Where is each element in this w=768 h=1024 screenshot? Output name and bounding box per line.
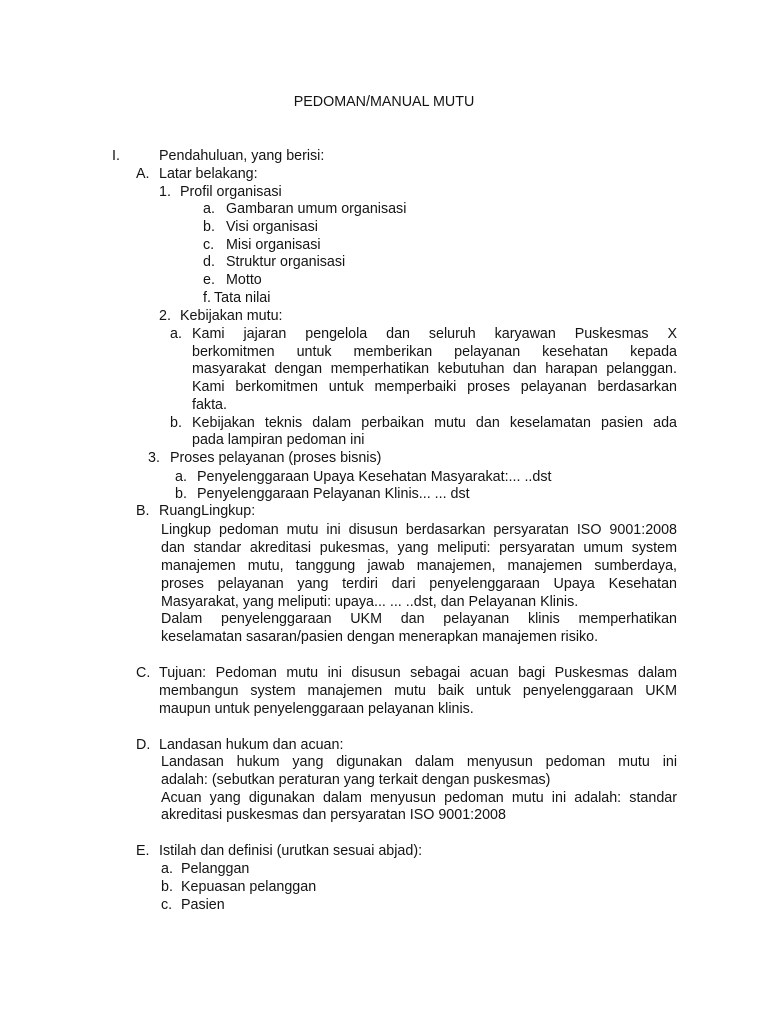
paragraph-line: pada lampiran pedoman ini [192,432,365,448]
list-item: Pelanggan [181,861,250,877]
subsection-c-marker: C. [136,665,151,681]
paragraph-line: proses pelayanan yang terdiri dari penyelenggaraan Upaya Kesehatan [161,576,677,592]
list-item: Kepuasan pelanggan [181,879,317,895]
list-marker: a. [203,201,215,217]
item-1-marker: 1. [159,184,171,200]
paragraph-line: dan standar akreditasi pukesmas, yang meliputi: persyaratan umum system [161,540,677,556]
list-item: Struktur organisasi [226,254,346,270]
item-2-marker: 2. [159,308,171,324]
list-marker: b. [170,415,182,431]
subsection-e-heading: Istilah dan definisi (urutkan sesuai abjad): [159,843,423,859]
paragraph-line: Acuan yang digunakan dalam menyusun pedoman mutu ini adalah: standar [161,790,677,806]
list-marker: c. [203,237,215,253]
paragraph-line: Kami berkomitmen untuk memperbaiki proses pelayanan berdasarkan [192,379,677,395]
paragraph-line: Landasan hukum yang digunakan dalam menyusun pedoman mutu ini [161,754,677,770]
item-2-heading: Kebijakan mutu: [180,308,283,324]
item-1-heading: Profil organisasi [180,184,282,200]
subsection-a-heading: Latar belakang: [159,166,258,182]
list-item: Misi organisasi [226,237,321,253]
list-item: Pasien [181,897,225,913]
list-marker: a. [175,469,187,485]
paragraph-line: Masyarakat, yang meliputi: upaya... ... ..dst, dan Pelayanan Klinis. [161,594,579,610]
subsection-b-heading: RuangLingkup: [159,503,256,519]
list-item: Gambaran umum organisasi [226,201,407,217]
paragraph-line: Kebijakan teknis dalam perbaikan mutu dan keselamatan pasien ada [192,415,677,431]
list-marker: d. [203,254,215,270]
document-title: PEDOMAN/MANUAL MUTU [293,94,475,110]
list-marker: c. [161,897,173,913]
subsection-d-marker: D. [136,737,151,753]
paragraph-line: maupun untuk penyelenggaraan pelayanan klinis. [159,701,474,717]
list-item: Penyelenggaraan Upaya Kesehatan Masyarakat:... ..dst [197,469,552,485]
paragraph-line: Kami jajaran pengelola dan seluruh karyawan Puskesmas X [192,326,677,342]
subsection-b-marker: B. [136,503,150,519]
list-item: Penyelenggaraan Pelayanan Klinis... ... dst [197,486,470,502]
subsection-a-marker: A. [136,166,150,182]
paragraph-line: manajemen mutu, tanggung jawab manajemen, manajemen sumberdaya, [161,558,677,574]
list-marker: f. [203,290,211,306]
paragraph-line: Tujuan: Pedoman mutu ini disusun sebagai acuan bagi Puskesmas dalam [159,665,677,681]
paragraph-line: keselamatan sasaran/pasien dengan menerapkan manajemen risiko. [161,629,599,645]
paragraph-line: membangun system manajemen mutu baik untuk penyelenggaraan UKM [159,683,677,699]
list-marker: b. [175,486,187,502]
list-item: Tata nilai [214,290,271,306]
list-item: Visi organisasi [226,219,318,235]
paragraph-line: fakta. [192,397,227,413]
list-marker: b. [161,879,173,895]
section-numeral: I. [112,148,120,164]
list-item: Motto [226,272,262,288]
paragraph-line: berkomitmen untuk memberikan pelayanan kesehatan kepada [192,344,677,360]
list-marker: a. [161,861,173,877]
item-3-heading: Proses pelayanan (proses bisnis) [170,450,382,466]
section-heading: Pendahuluan, yang berisi: [159,148,325,164]
subsection-d-heading: Landasan hukum dan acuan: [159,737,344,753]
list-marker: e. [203,272,215,288]
paragraph-line: adalah: (sebutkan peraturan yang terkait dengan puskesmas) [161,772,551,788]
paragraph-line: masyarakat dengan memperhatikan kebutuhan dan harapan pelanggan. [192,361,677,377]
paragraph-line: akreditasi puskesmas dan persyaratan ISO 9001:2008 [161,807,506,823]
list-marker: a. [170,326,182,342]
subsection-e-marker: E. [136,843,150,859]
list-marker: b. [203,219,215,235]
paragraph-line: Dalam penyelenggaraan UKM dan pelayanan klinis memperhatikan [161,611,677,627]
item-3-marker: 3. [148,450,160,466]
paragraph-line: Lingkup pedoman mutu ini disusun berdasarkan persyaratan ISO 9001:2008 [161,522,677,538]
